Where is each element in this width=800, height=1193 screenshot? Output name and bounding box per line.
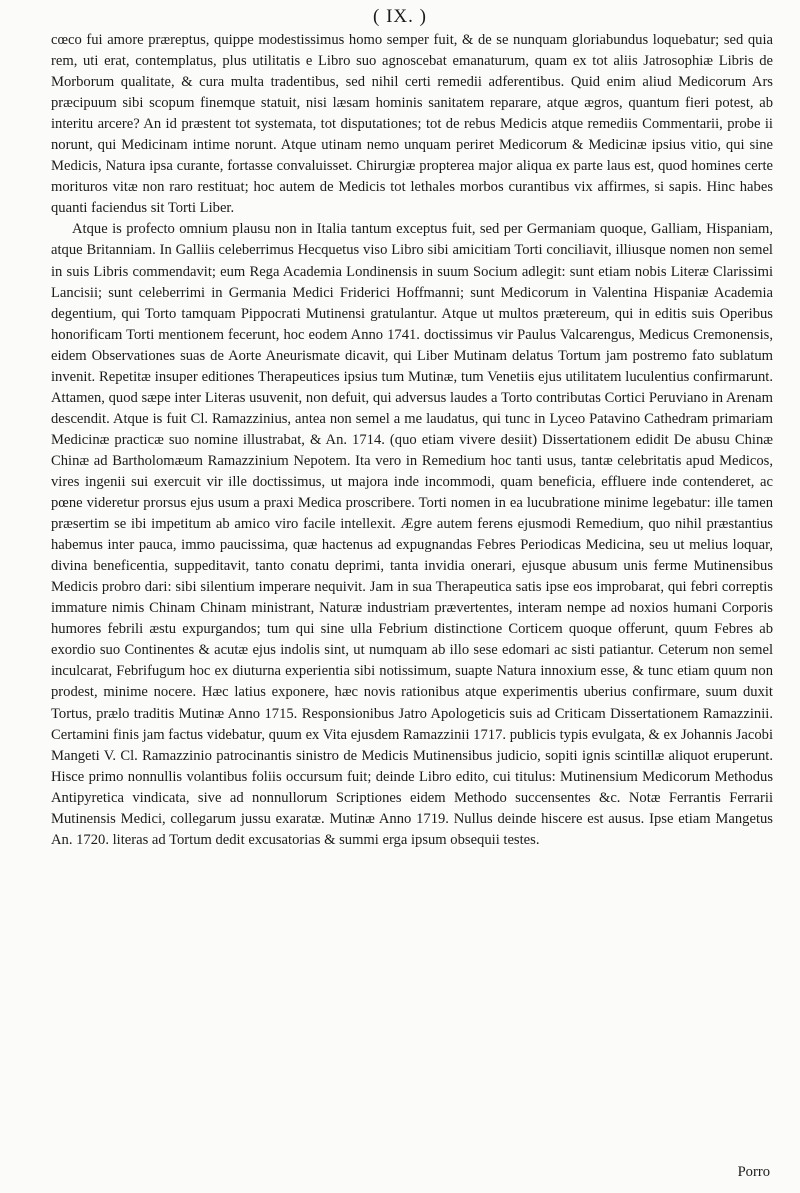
catchword: Porro: [737, 1164, 770, 1180]
paragraph-2: Atque is profecto omnium plausu non in Italia tantum exceptus fuit, sed per Germaniam quoque, Galliam, Hispaniam, atque Britanniam. In Galliis celeberrimus Hecquetus viso Libro sibi amicitiam Torti conciliavit, illiusque nomen non semel in suis Libris commendavit; eum Rega Academia Londinensis in suum Socium adlegit: sunt etiam nobis Literæ Clarissimi Lancisii; sunt celeberrimi in Germania Medici Friderici Hoffmanni; sunt Medicorum in Valentina Hispaniæ Academia degentium, qui Torto tamquam Pippocrati Mutinensi gratulantur. Atque ut multos prætereum, qui in editis suis Operibus honorificam Torti mentionem fecerunt, hoc eodem Anno 1741. doctissimus vir Paulus Valcarengus, Medicus Cremonensis, eidem Observationes suas de Aorte Aneurismate dicavit, qui Liber Mutinam delatus Tortum jam postremo fato sublatum invenit. Repetitæ insuper editiones Therapeutices ipsius tum Mutinæ, tum Venetiis ejus utilitatem luculentius confirmarunt. Attamen, quod sæpe inter Literas usuvenit, non defuit, qui adversus laudes a Torto contributas Cortici Peruviano in Arenam descendit. Atque is fuit Cl. Ramazzinius, antea non semel a me laudatus, qui tunc in Lyceo Patavino Cathedram primariam Medicinæ practicæ suo nomine illustrabat, & An. 1714. (quo etiam vivere desiit) Dissertationem edidit De abusu Chinæ Chinæ ad Bartholomæum Ramazzinium Nepotem. Ita vero in Remedium hoc tanti usus, tantæ celebritatis apud Medicos, vires ingenii sui exercuit vir ille doctissimus, ut majora inde incommodi, quam beneficia, effluere inde contenderet, ac pœne videretur prorsus ejus usum a praxi Medica proscribere. Torti nomen in ea lucubratione minime legebatur: ille tamen præsertim se ibi impetitum ab amico viro facile intellexit. Ægre autem ferens ejusmodi Remedium, quo nihil præstantius habemus inter pauca, immo paucissima, quæ hactenus ad expugnandas Febres Periodicas Medicina, seu ut melius loquar, divina beneficentia, suppeditavit, tanto conatu deprimi, tanta invidia onerari, ejusque abusum unis ferme Mutinensibus Medicis probro dari: sibi silentium imperare nequivit. Jam in sua Therapeutica satis ipse eos improbarat, qui febri correptis immature nimis Chinam Chinam ministrant, Naturæ industriam prævertentes, interam nempe ad noxios humani Corporis humores febrili æstu expurgandos; tum qui sine ulla Febrium distinctione Corticem quoque offerunt, quum Febres ab exordio suo Continentes & acutæ ejus indolis sint, ut numquam ab illo sese edomari ac sisti patiantur. Ceterum non semel inculcarat, Febrifugum hoc ex diuturna experientia sibi notissimum, suapte Natura innoxium esse, & tunc etiam quum non prodest, minime nocere. Hæc latius exponere, hæc novis rationibus atque experimentis uberius confirmare, suum duxit Tortus, prælo traditis Mutinæ Anno 1715. Responsionibus Jatro Apologeticis suis ad Criticam Dissertationem Ramazzinii. Certamini finis jam factus videbatur, quum ex Vita ejusdem Ramazzinii 1717. publicis typis evulgata, & ex Johannis Jacobi Mangeti V. Cl. Ramazzinio patrocinantis sinistro de Medicis Mutinensibus judicio, sopiti ignis scintillæ aliquot eruperunt. Hisce primo nonnullis volantibus foliis occursum fuit; deinde Libro edito, cui titulus: Mutinensium Medicorum Methodus Antipyretica vindicata, sive ad nonnullorum Scriptiones eidem Methodo succensentes &c. Notæ Ferrantis Ferrarii Mutinensis Medici, collegarum jussu exaratæ. Mutinæ Anno 1719. Nullus deinde hiscere est ausus. Ipse etiam Mangetus An. 1720. literas ad Tortum dedit excusatorias & summi erga ipsum obsequii testes.: [51, 221, 773, 848]
page-number: ( IX. ): [373, 6, 427, 27]
body-text: [51, 30, 773, 851]
paragraph-1: cœco fui amore præreptus, quippe modestissimus homo semper fuit, & de se nunquam gloriabundus loquebatur; sed quia rem, uti erat, contemplatus, plus utilitatis e Libro suo agnoscebat emanaturum, quam ex tot aliis Jatrosophiæ Libris de Morborum qualitate, & cura multa tradentibus, sed nihil certi remedii adferentibus. Quid enim aliud Medicorum Ars præcipuum sibi scopum finemque statuit, nisi læsam hominis sanitatem reparare, atque ægros, quantum fieri potest, ab interitu arcere? An id præstent tot systemata, tot disputationes; tot de rebus Medicis atque remediis Commentarii, probe ii norunt, qui Medicinam intime norunt. Atque utinam nemo unquam periret Medicorum & Medicinæ ipsius vitio, qui sine Medicis, Natura ipsa curante, fortasse convaluisset. Chirurgiæ propterea major aliqua ex parte laus est, quod homines certe morituros vitæ non raro restituat; hoc autem de Medicis tot lethales morbos curantibus vix affirmes, si sapis. Hinc habes quanti faciendus sit Torti Liber.: [51, 32, 773, 217]
